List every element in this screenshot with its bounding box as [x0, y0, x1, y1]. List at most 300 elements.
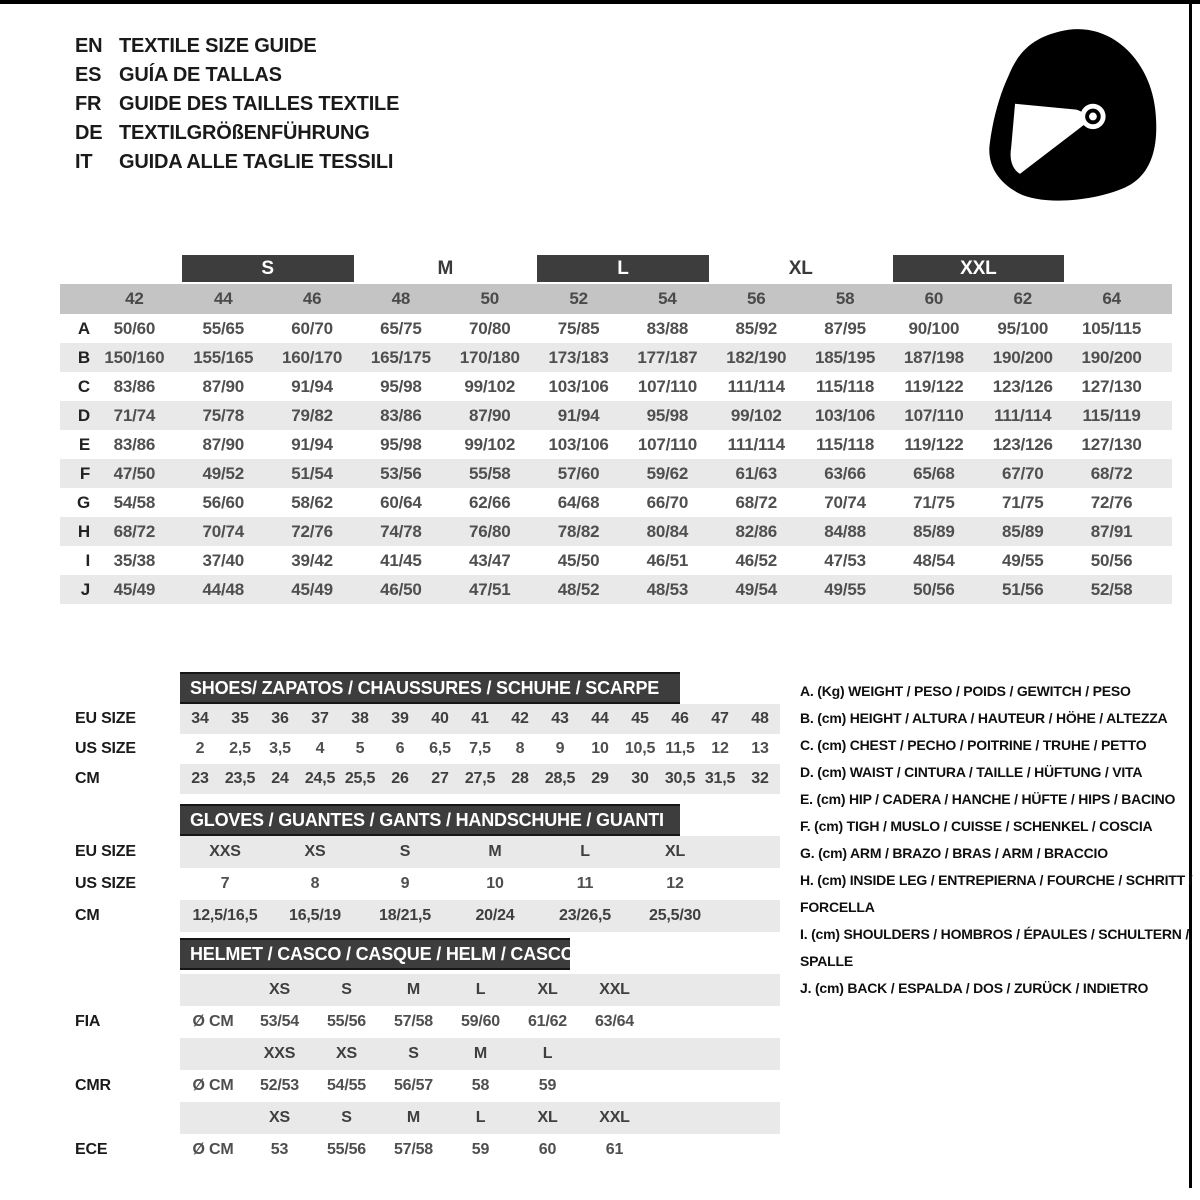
helmet-side-label: CMR: [75, 1077, 111, 1094]
gloves-cell: 20/24: [475, 907, 515, 924]
gloves-cell: XXS: [209, 843, 241, 860]
helmet-cell: 53: [270, 1141, 289, 1158]
measure-value: 75/78: [202, 405, 245, 425]
shoes-cell: 8: [515, 740, 525, 757]
measure-row-key: A: [77, 318, 90, 338]
measure-value: 111/114: [727, 376, 785, 396]
measure-value: 79/82: [291, 405, 333, 425]
gloves-cell: 12: [666, 875, 684, 892]
helmet-cell: 55/56: [326, 1013, 367, 1030]
helmet-cell: L: [475, 981, 486, 998]
measure-value: 60/70: [291, 318, 333, 338]
helmet-cell: S: [341, 981, 352, 998]
measure-value: 165/175: [370, 347, 431, 367]
language-title: TEXTILGRÖßENFÜHRUNG: [119, 122, 370, 144]
numeric-size-label: 54: [658, 289, 677, 308]
helmet-side-label: [75, 1102, 111, 1134]
measure-value: 68/72: [113, 521, 156, 541]
measure-value: 59/62: [646, 463, 689, 483]
gloves-side-label: EU SIZE: [75, 843, 136, 860]
gloves-row: [180, 868, 780, 900]
language-code: FR: [75, 93, 102, 115]
shoes-cell: 5: [355, 740, 365, 757]
measure-value: 83/86: [113, 434, 156, 454]
gloves-row: [180, 836, 780, 868]
helmet-cell: XS: [336, 1045, 357, 1062]
shoes-cell: 45: [631, 710, 649, 727]
measure-row-h: [60, 517, 1172, 546]
measure-value: 43/47: [468, 550, 511, 570]
measure-row-key: I: [85, 550, 90, 570]
helmet-section-title: HELMET / CASCO / CASQUE / HELM / CASCO: [180, 938, 570, 970]
measure-value: 170/180: [459, 347, 520, 367]
shoes-cell: 4: [315, 740, 325, 757]
measure-value: 72/76: [291, 521, 333, 541]
measure-value: 182/190: [726, 347, 787, 367]
measure-value: 41/45: [380, 550, 422, 570]
numeric-size-label: 52: [569, 289, 588, 308]
measure-value: 185/195: [815, 347, 876, 367]
shoes-section-title: SHOES/ ZAPATOS / CHAUSSURES / SCHUHE / SCARPE: [180, 672, 680, 704]
legend-item: I. (cm) SHOULDERS / HOMBROS / ÉPAULES / SCHULTERN / SPALLE: [800, 926, 1190, 969]
measure-value: 85/89: [913, 521, 955, 541]
helmet-cell: M: [406, 981, 421, 998]
measure-value: 49/55: [1001, 550, 1044, 570]
language-code: DE: [75, 122, 103, 144]
shoes-cell: 30,5: [664, 770, 696, 787]
measure-value: 47/50: [113, 463, 156, 483]
shoes-cell: 2,5: [229, 740, 251, 757]
measure-row-key: G: [76, 492, 90, 512]
measure-value: 91/94: [291, 376, 333, 396]
helmet-cell: 54/55: [326, 1077, 367, 1094]
measure-row-key: H: [77, 521, 90, 541]
helmet-cell: XXS: [263, 1045, 296, 1062]
measure-value: 45/49: [291, 579, 333, 599]
measure-value: 127/130: [1081, 376, 1142, 396]
measure-value: 63/66: [824, 463, 866, 483]
shoes-row-labels: [75, 704, 136, 794]
measure-value: 155/165: [193, 347, 254, 367]
helmet-cell: XS: [269, 1109, 290, 1126]
measure-value: 61/63: [735, 463, 778, 483]
gloves-side-label: US SIZE: [75, 875, 136, 892]
measure-value: 66/70: [646, 492, 689, 512]
helmet-cell: 53/54: [259, 1013, 300, 1030]
measure-value: 35/38: [113, 550, 156, 570]
shoes-side-label: CM: [75, 770, 100, 787]
helmet-cell: 60: [538, 1141, 557, 1158]
measure-value: 111/114: [994, 405, 1052, 425]
measure-value: 48/54: [913, 550, 955, 570]
measure-value: 47/51: [468, 579, 511, 599]
shoes-cell: 27,5: [464, 770, 496, 787]
measure-row-i: [60, 546, 1172, 575]
shoes-cell: 23: [191, 770, 209, 787]
measure-value: 55/65: [202, 318, 245, 338]
shoes-cell: 6,5: [429, 740, 451, 757]
helmet-side-label: FIA: [75, 1013, 101, 1030]
helmet-side-label: [75, 1038, 111, 1070]
measure-value: 103/106: [548, 376, 609, 396]
shoes-cell: 28,5: [544, 770, 576, 787]
measure-value: 50/56: [913, 579, 955, 599]
language-title: GUIDA ALLE TAGLIE TESSILI: [119, 151, 394, 173]
numeric-size-label: 60: [924, 289, 944, 308]
frame-top-border: [0, 0, 1200, 4]
shoes-cell: 23,5: [224, 770, 256, 787]
shoes-cell: 38: [351, 710, 369, 727]
measure-value: 58/62: [291, 492, 333, 512]
shoes-cell: 25,5: [344, 770, 376, 787]
diameter-unit-label: Ø CM: [192, 1013, 234, 1030]
gloves-cell: XL: [664, 843, 686, 860]
gloves-cell: 12,5/16,5: [192, 907, 258, 924]
measure-value: 177/187: [637, 347, 698, 367]
measure-value: 190/200: [992, 347, 1053, 367]
shoes-cell: 24: [271, 770, 289, 787]
measure-value: 54/58: [113, 492, 156, 512]
helmet-row: [180, 1070, 780, 1102]
measure-value: 47/53: [824, 550, 866, 570]
shoes-cell: 31,5: [704, 770, 736, 787]
measure-value: 57/60: [557, 463, 600, 483]
measure-value: 45/49: [113, 579, 156, 599]
measure-value: 85/89: [1001, 521, 1044, 541]
measure-value: 173/183: [548, 347, 609, 367]
language-title: GUÍA DE TALLAS: [119, 64, 282, 86]
shoes-cell: 13: [751, 740, 769, 757]
measure-row-key: E: [78, 434, 90, 454]
frame-right-border: [1189, 0, 1192, 1188]
helmet-row: [180, 974, 780, 1006]
textile-size-table: [60, 253, 1172, 604]
shoes-cell: 44: [591, 710, 609, 727]
measure-value: 87/90: [202, 434, 245, 454]
shoes-side-label: US SIZE: [75, 740, 136, 757]
language-code: EN: [75, 35, 103, 57]
helmet-cell: 56/57: [393, 1077, 434, 1094]
legend-item: A. (Kg) WEIGHT / PESO / POIDS / GEWITCH / PESO: [800, 683, 1131, 699]
numeric-size-row: [60, 284, 1172, 314]
measure-value: 83/86: [113, 376, 156, 396]
measure-value: 105/115: [1082, 318, 1142, 338]
measure-value: 67/70: [1001, 463, 1044, 483]
legend-item: G. (cm) ARM / BRAZO / BRAS / ARM / BRACCIO: [800, 845, 1108, 861]
measure-value: 65/75: [380, 318, 422, 338]
measure-value: 64/68: [557, 492, 600, 512]
measure-value: 85/92: [735, 318, 778, 338]
measure-value: 190/200: [1081, 347, 1142, 367]
measure-value: 80/84: [646, 521, 689, 541]
size-group-header-row: [60, 253, 1172, 284]
helmet-cell: 59: [538, 1077, 557, 1094]
gloves-cell: 7: [220, 875, 230, 892]
measure-value: 91/94: [291, 434, 333, 454]
helmet-cell: XS: [269, 981, 290, 998]
measure-value: 107/110: [904, 405, 964, 425]
gloves-cell: M: [488, 843, 502, 860]
shoes-cell: 9: [555, 740, 565, 757]
gloves-cell: L: [580, 843, 590, 860]
legend-item: D. (cm) WAIST / CINTURA / TAILLE / HÜFTUNG / VITA: [800, 764, 1143, 780]
shoes-cell: 10,5: [624, 740, 656, 757]
helmet-cell: 61: [605, 1141, 624, 1158]
shoes-cell: 47: [711, 710, 729, 727]
helmet-cell: M: [406, 1109, 421, 1126]
measure-value: 90/100: [908, 318, 960, 338]
measurement-legend: [800, 678, 1200, 1002]
measure-value: 52/58: [1090, 579, 1133, 599]
measure-value: 115/118: [815, 376, 875, 396]
helmet-cell: M: [473, 1045, 488, 1062]
measure-value: 115/119: [1082, 405, 1141, 425]
measure-value: 56/60: [202, 492, 245, 512]
measure-value: 71/75: [913, 492, 955, 512]
measure-value: 107/110: [637, 434, 697, 454]
gloves-cell: 23/26,5: [559, 907, 611, 924]
measure-row-j: [60, 575, 1172, 604]
shoes-row: [180, 734, 780, 764]
measure-value: 123/126: [992, 434, 1053, 454]
measure-value: 49/52: [202, 463, 245, 483]
gloves-cell: XS: [304, 843, 326, 860]
shoes-row: [180, 764, 780, 794]
shoes-cell: 36: [271, 710, 289, 727]
measure-value: 37/40: [202, 550, 245, 570]
numeric-size-label: 58: [835, 289, 855, 308]
numeric-size-label: 50: [480, 289, 499, 308]
measure-value: 103/106: [548, 434, 609, 454]
measure-value: 107/110: [637, 376, 697, 396]
shoes-cell: 35: [231, 710, 249, 727]
measure-value: 95/98: [380, 376, 422, 396]
shoes-cell: 32: [751, 770, 769, 787]
gloves-cell: 9: [400, 875, 410, 892]
shoes-cell: 42: [511, 710, 529, 727]
measure-value: 103/106: [815, 405, 876, 425]
legend-item: F. (cm) TIGH / MUSLO / CUISSE / SCHENKEL / COSCIA: [800, 818, 1153, 834]
helmet-row: [180, 1134, 780, 1166]
gloves-table: [180, 836, 780, 932]
shoes-cell: 7,5: [469, 740, 491, 757]
measure-value: 187/198: [903, 347, 964, 367]
size-group-l: L: [537, 255, 709, 282]
measure-value: 115/118: [815, 434, 875, 454]
measure-value: 45/50: [557, 550, 600, 570]
helmet-cell: 59: [471, 1141, 490, 1158]
helmet-cell: XL: [537, 1109, 558, 1126]
helmet-cell: 52/53: [259, 1077, 300, 1094]
gloves-row: [180, 900, 780, 932]
helmet-cell: 63/64: [594, 1013, 635, 1030]
measure-value: 65/68: [913, 463, 955, 483]
gloves-cell: 10: [486, 875, 504, 892]
measure-value: 39/42: [291, 550, 333, 570]
helmet-cell: S: [408, 1045, 419, 1062]
measure-value: 87/90: [468, 405, 511, 425]
numeric-size-label: 48: [391, 289, 411, 308]
measure-row-key: J: [80, 579, 90, 599]
measure-value: 127/130: [1081, 434, 1142, 454]
measure-row-d: [60, 401, 1172, 430]
measure-value: 87/90: [202, 376, 245, 396]
helmet-cell: 58: [471, 1077, 490, 1094]
measure-value: 62/66: [468, 492, 511, 512]
measure-value: 53/56: [380, 463, 422, 483]
language-title: TEXTILE SIZE GUIDE: [119, 35, 317, 57]
measure-value: 83/86: [380, 405, 422, 425]
gloves-cell: 18/21,5: [379, 907, 431, 924]
legend-item: E. (cm) HIP / CADERA / HANCHE / HÜFTE / HIPS / BACINO: [800, 791, 1176, 807]
shoes-cell: 39: [391, 710, 409, 727]
measure-value: 95/98: [380, 434, 422, 454]
shoes-cell: 10: [591, 740, 609, 757]
measure-value: 49/55: [824, 579, 866, 599]
helmet-side-label: ECE: [75, 1141, 108, 1158]
measure-row-key: F: [79, 463, 90, 483]
language-code: IT: [75, 151, 93, 173]
measure-value: 72/76: [1090, 492, 1133, 512]
gloves-cell: 11: [576, 875, 594, 892]
measure-value: 46/52: [735, 550, 778, 570]
numeric-size-label: 56: [746, 289, 766, 308]
legend-item: B. (cm) HEIGHT / ALTURA / HAUTEUR / HÖHE / ALTEZZA: [800, 710, 1168, 726]
helmet-table: [180, 974, 780, 1166]
shoes-cell: 40: [431, 710, 449, 727]
helmet-cell: 55/56: [326, 1141, 367, 1158]
gloves-cell: 16,5/19: [289, 907, 341, 924]
shoes-cell: 6: [395, 740, 405, 757]
helmet-cell: 61/62: [527, 1013, 568, 1030]
measure-value: 68/72: [735, 492, 778, 512]
measure-value: 99/102: [464, 434, 516, 454]
measure-value: 111/114: [727, 434, 785, 454]
measure-value: 48/52: [557, 579, 600, 599]
measure-value: 55/58: [468, 463, 511, 483]
helmet-cell: 57/58: [393, 1013, 434, 1030]
helmet-cell: 59/60: [460, 1013, 501, 1030]
measure-value: 44/48: [202, 579, 245, 599]
measure-value: 87/91: [1090, 521, 1133, 541]
helmet-row: [180, 1102, 780, 1134]
size-group-m: M: [437, 257, 454, 279]
helmet-cell: 57/58: [393, 1141, 434, 1158]
measure-value: 83/88: [646, 318, 689, 338]
measure-value: 71/74: [113, 405, 156, 425]
helmet-cell: L: [475, 1109, 486, 1126]
measure-value: 76/80: [468, 521, 511, 541]
measure-value: 46/50: [380, 579, 422, 599]
helmet-cell: XXL: [599, 981, 630, 998]
measure-value: 48/53: [646, 579, 689, 599]
shoes-row: [180, 704, 780, 734]
measure-value: 46/51: [646, 550, 689, 570]
gloves-cell: S: [399, 843, 411, 860]
shoes-cell: 3,5: [269, 740, 291, 757]
measure-value: 49/54: [735, 579, 778, 599]
measure-value: 51/56: [1001, 579, 1044, 599]
measure-value: 99/102: [464, 376, 516, 396]
gloves-section-title: GLOVES / GUANTES / GANTS / HANDSCHUHE / GUANTI: [180, 804, 680, 836]
helmet-cell: L: [542, 1045, 553, 1062]
measure-row-e: [60, 430, 1172, 459]
gloves-side-label: CM: [75, 907, 100, 924]
measure-value: 95/98: [646, 405, 689, 425]
shoes-cell: 34: [191, 710, 209, 727]
measure-row-key: C: [77, 376, 90, 396]
shoes-cell: 12: [711, 740, 729, 757]
helmet-side-label: [75, 974, 111, 1006]
measure-value: 75/85: [557, 318, 600, 338]
helmet-row: [180, 1038, 780, 1070]
helmet-row: [180, 1006, 780, 1038]
measure-value: 68/72: [1090, 463, 1133, 483]
numeric-size-label: 42: [125, 289, 144, 308]
measure-value: 51/54: [291, 463, 333, 483]
shoes-cell: 41: [471, 710, 489, 727]
measure-value: 99/102: [730, 405, 782, 425]
legend-item: C. (cm) CHEST / PECHO / POITRINE / TRUHE / PETTO: [800, 737, 1147, 753]
shoes-cell: 28: [511, 770, 529, 787]
helmet-cell: XL: [537, 981, 558, 998]
helmet-row-labels: [75, 974, 111, 1166]
size-group-xxl: XXL: [893, 255, 1065, 282]
measure-value: 84/88: [824, 521, 866, 541]
measure-value: 119/122: [904, 434, 964, 454]
measure-value: 70/74: [202, 521, 245, 541]
shoes-table: [180, 704, 780, 794]
helmet-cell: S: [341, 1109, 352, 1126]
shoes-cell: 37: [311, 710, 329, 727]
size-group-s: S: [182, 255, 354, 282]
numeric-size-label: 64: [1102, 289, 1121, 308]
measure-value: 95/100: [997, 318, 1049, 338]
measure-value: 70/80: [468, 318, 511, 338]
numeric-size-label: 44: [213, 289, 233, 308]
shoes-cell: 27: [431, 770, 449, 787]
measure-value: 91/94: [557, 405, 600, 425]
measure-row-b: [60, 343, 1172, 372]
measure-value: 123/126: [992, 376, 1053, 396]
measure-row-f: [60, 459, 1172, 488]
measure-value: 87/95: [824, 318, 866, 338]
shoes-cell: 2: [195, 740, 205, 757]
shoes-cell: 30: [631, 770, 649, 787]
racing-helmet-icon: [975, 22, 1170, 207]
gloves-row-labels: [75, 836, 136, 932]
shoes-cell: 26: [391, 770, 409, 787]
diameter-unit-label: Ø CM: [192, 1077, 234, 1094]
measure-value: 50/60: [113, 318, 156, 338]
numeric-size-label: 46: [302, 289, 322, 308]
language-title-list: [75, 32, 399, 177]
measure-value: 50/56: [1090, 550, 1133, 570]
measure-value: 74/78: [380, 521, 422, 541]
legend-item: H. (cm) INSIDE LEG / ENTREPIERNA / FOURCHE / SCHRITT / FORCELLA: [800, 872, 1193, 915]
measure-value: 160/170: [282, 347, 343, 367]
language-title: GUIDE DES TAILLES TEXTILE: [119, 93, 400, 115]
measure-row-key: B: [77, 347, 90, 367]
shoes-cell: 48: [751, 710, 769, 727]
numeric-size-label: 62: [1013, 289, 1032, 308]
diameter-unit-label: Ø CM: [192, 1141, 234, 1158]
legend-item: J. (cm) BACK / ESPALDA / DOS / ZURÜCK / INDIETRO: [800, 980, 1149, 996]
measure-value: 82/86: [735, 521, 778, 541]
measure-value: 71/75: [1001, 492, 1044, 512]
gloves-cell: 8: [310, 875, 320, 892]
measure-value: 70/74: [824, 492, 866, 512]
